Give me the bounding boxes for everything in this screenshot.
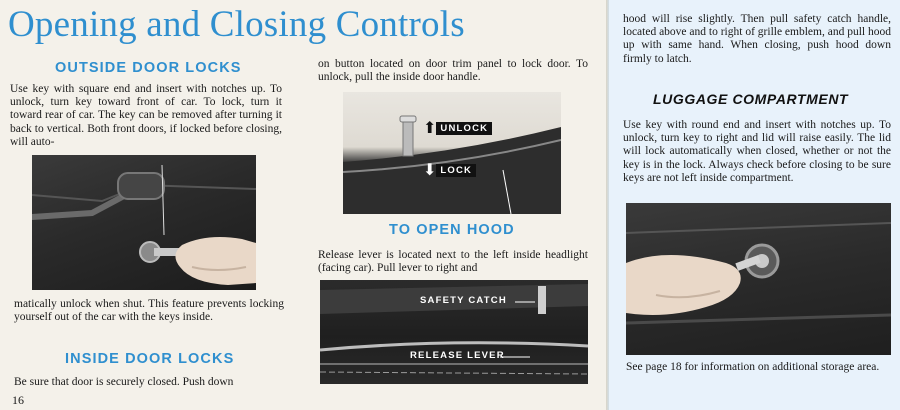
- unlock-callout: [423, 120, 492, 136]
- door-key-illustration: [32, 155, 256, 290]
- lock-callout: [423, 162, 476, 178]
- trunk-key-illustration: [626, 203, 891, 355]
- luggage-storage-note: See page 18 for information on additional storage area.: [626, 361, 880, 373]
- inside-door-locks-text-cont: on button located on door trim panel to lock door. To unlock, pull the inside door handle.: [318, 58, 588, 84]
- open-hood-text-cont: hood will rise slightly. Then pull safety catch handle, located above and to right of grille emblem, and pull hood up with same hand. When closing, push hood down firmly to latch.: [623, 13, 891, 65]
- safety-catch-label: SAFETY CATCH: [420, 295, 507, 306]
- unlock-label: UNLOCK: [436, 122, 492, 135]
- page-title: Opening and Closing Controls: [8, 4, 465, 45]
- luggage-compartment-heading: LUGGAGE COMPARTMENT: [653, 91, 849, 107]
- luggage-lock-photo: [626, 203, 891, 355]
- outside-door-locks-heading: OUTSIDE DOOR LOCKS: [55, 60, 242, 76]
- page-number: 16: [12, 393, 24, 407]
- outside-door-locks-text: Use key with square end and insert with notches up. To unlock, turn key toward front of car. To lock, turn it toward rear of car. The key can be removed after turning it back to vertical. Both front doors, if locked before closing, will auto-: [10, 83, 282, 148]
- inside-door-locks-heading: INSIDE DOOR LOCKS: [65, 351, 235, 367]
- outside-door-lock-photo: [32, 155, 256, 290]
- arrow-up-icon: ⬆: [423, 118, 437, 137]
- lock-label: LOCK: [436, 164, 476, 177]
- lock-button-illustration: [343, 92, 561, 214]
- release-lever-label: RELEASE LEVER: [410, 350, 505, 361]
- arrow-down-icon: ⬇: [423, 160, 437, 179]
- hood-release-photo: [320, 280, 588, 384]
- inside-door-locks-text: Be sure that door is securely closed. Push down: [14, 376, 234, 388]
- door-lock-button-photo: [343, 92, 561, 214]
- luggage-compartment-text: Use key with round end and insert with notches up. To unlock, turn key to right and lid will raise easily. The lid will lock automatically when closed, whether or not the key is in the lock. Always check before closing to be sure keys are not left inside compartment.: [623, 119, 891, 184]
- outside-door-locks-text-cont: matically unlock when shut. This feature prevents locking yourself out of the car with the keys inside.: [14, 298, 284, 324]
- open-hood-text: Release lever is located next to the left inside headlight (facing car). Pull lever to right and: [318, 249, 588, 275]
- to-open-hood-heading: TO OPEN HOOD: [389, 222, 515, 238]
